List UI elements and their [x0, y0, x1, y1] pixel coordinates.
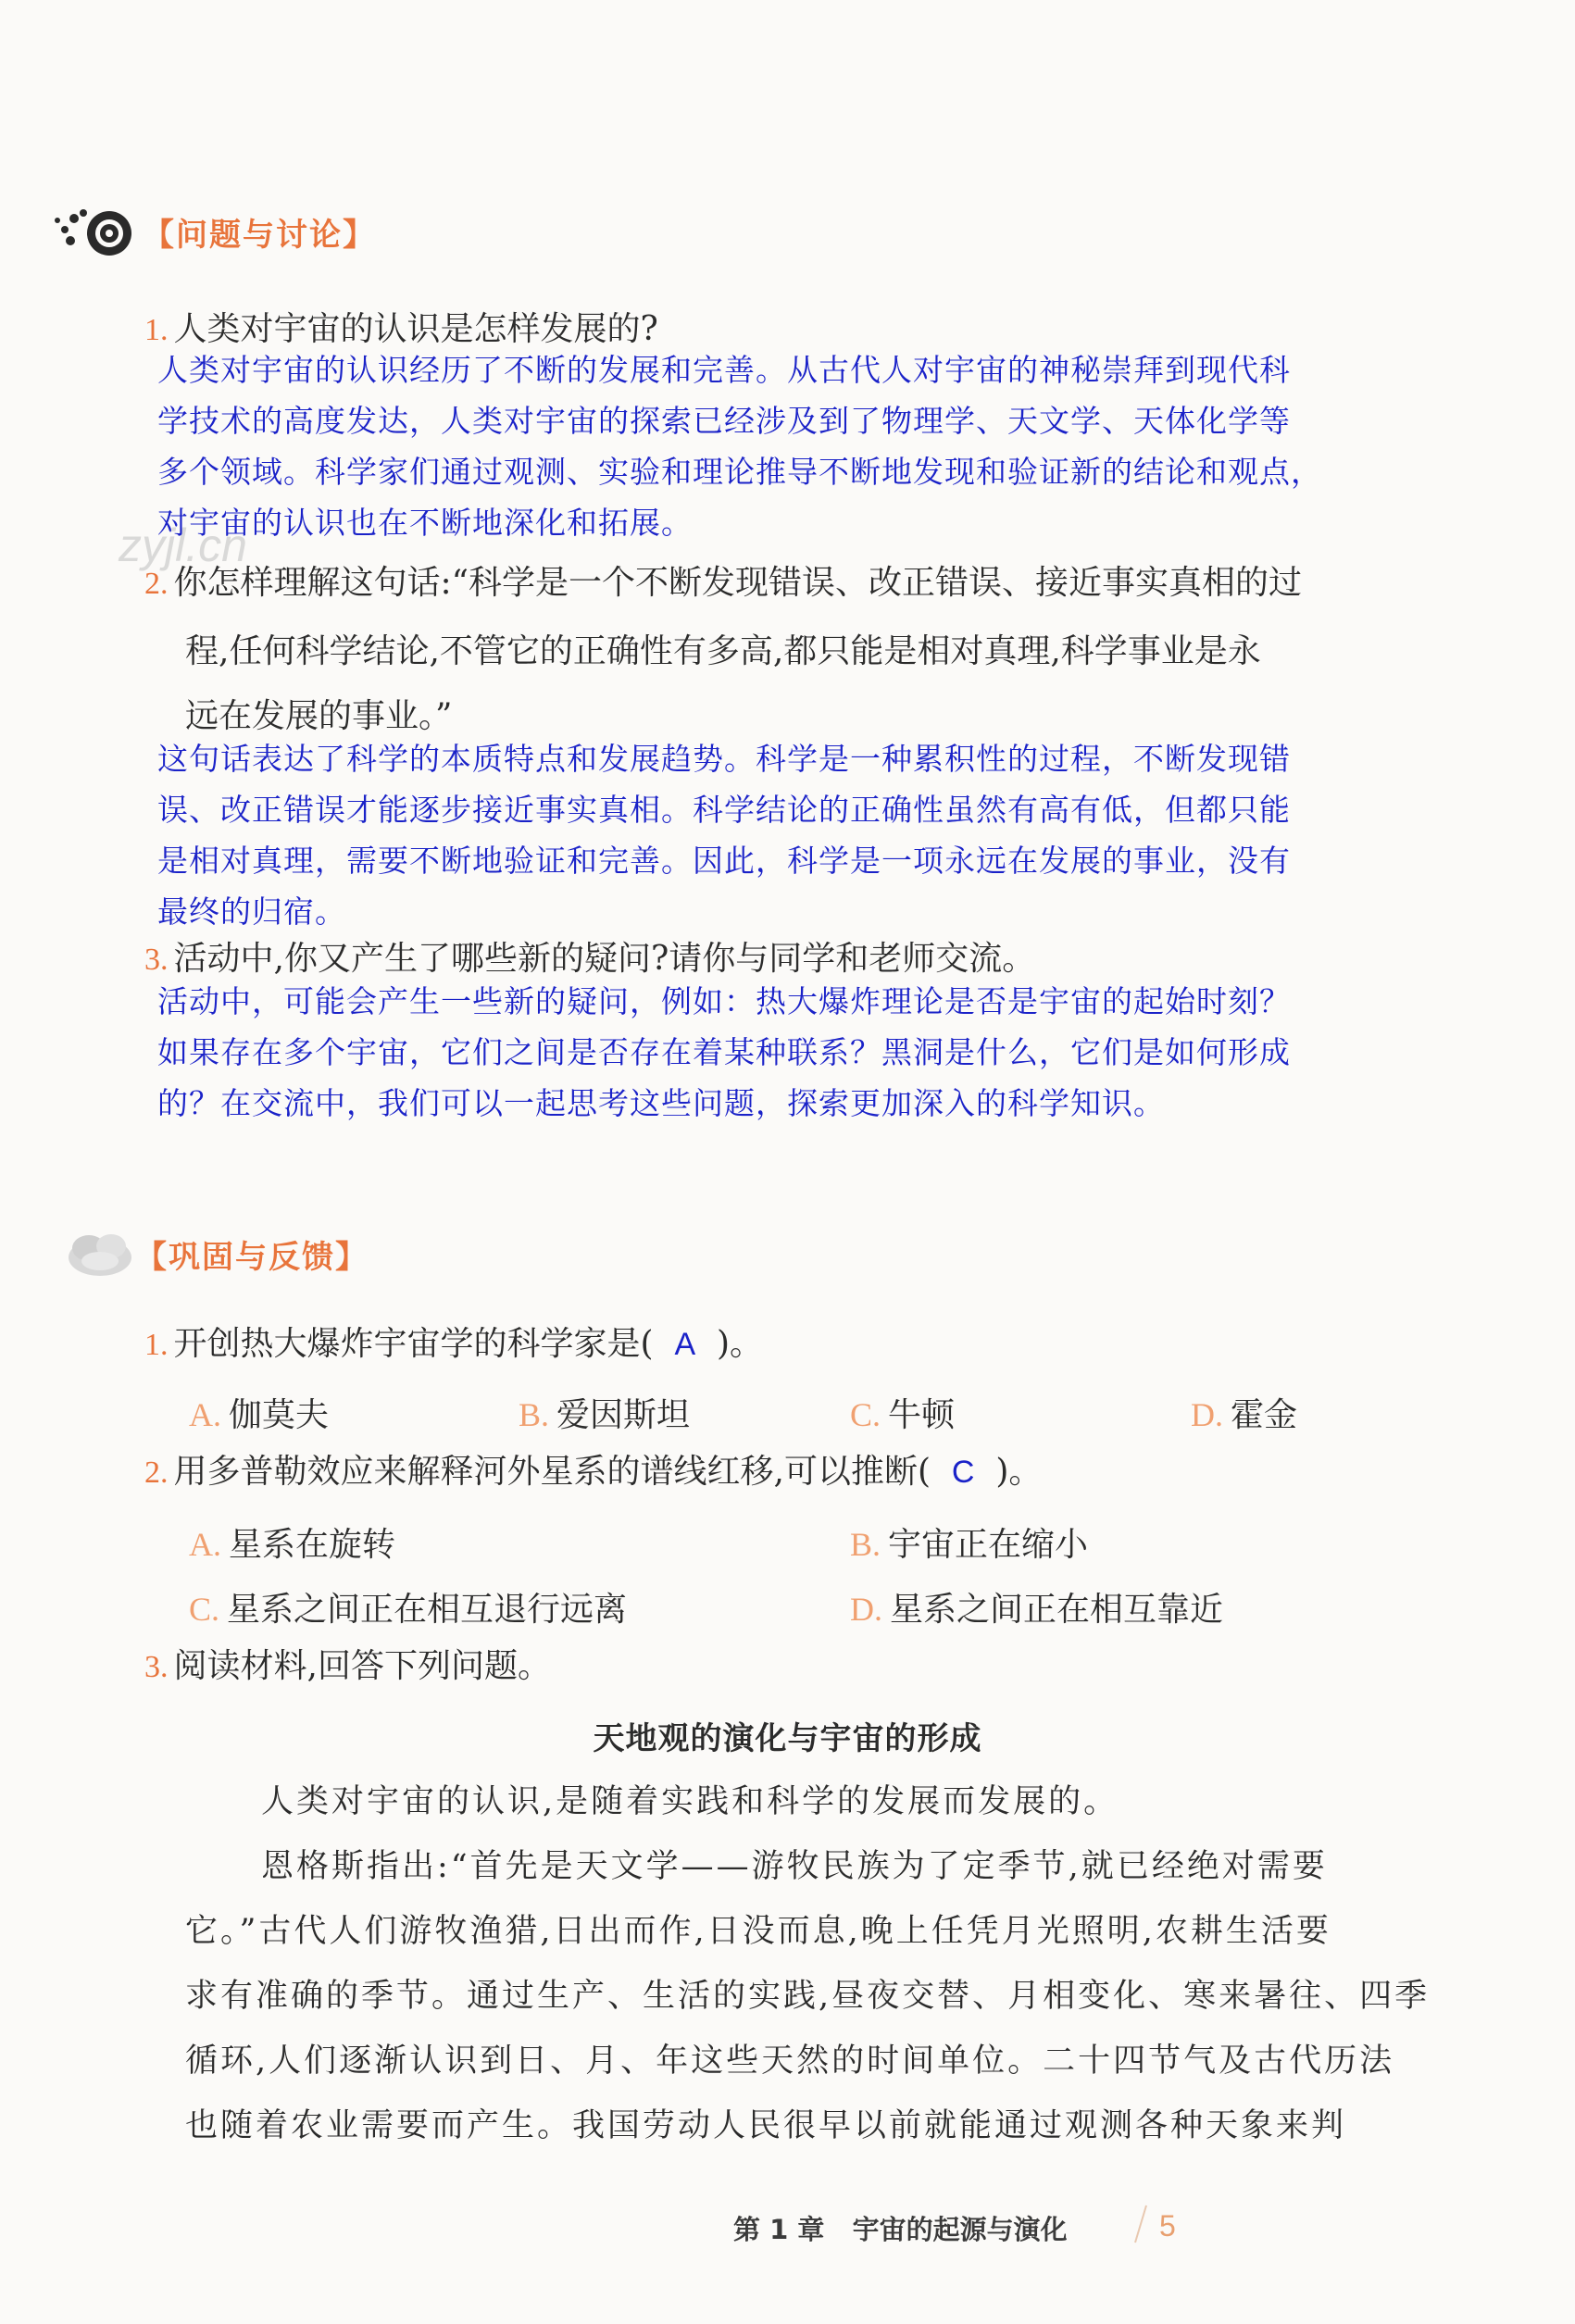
- answer-line: 误、改正错误才能逐步接近事实真相。科学结论的正确性虽然有高有低，但都只能: [157, 792, 1291, 828]
- section-title: 【巩固与反馈】: [135, 1238, 369, 1276]
- option-letter: B.: [519, 1396, 550, 1433]
- option-text: 霍金: [1231, 1396, 1298, 1434]
- chapter-title: 宇宙的起源与演化: [852, 2214, 1068, 2245]
- chapter-number: 第 1 章: [733, 2214, 825, 2245]
- answer-line: 最终的归宿。: [157, 893, 346, 930]
- option-letter: B.: [850, 1526, 881, 1563]
- option-c: [189, 1583, 627, 1631]
- section-header-review: [63, 1226, 369, 1281]
- reading-line: 求有准确的季节。通过生产、生活的实践,昼夜交替、月相变化、寒来暑往、四季: [185, 1978, 1431, 2015]
- question-2: [144, 564, 1303, 602]
- option-letter: C.: [850, 1396, 881, 1433]
- reading-line: 人类对宇宙的认识,是随着实践和科学的发展而发展的。: [261, 1783, 1119, 1820]
- film-reel-icon: [54, 206, 143, 257]
- question-number: 3.: [144, 1650, 169, 1684]
- option-d: [1191, 1389, 1297, 1436]
- option-text: 星系之间正在相互靠近: [890, 1591, 1224, 1629]
- option-b: [519, 1389, 690, 1436]
- watermark: zyjl.cn: [119, 519, 247, 571]
- option-d: [850, 1583, 1223, 1631]
- option-c: [850, 1389, 955, 1436]
- option-text: 伽莫夫: [229, 1396, 330, 1434]
- footer-divider: [1131, 2204, 1150, 2244]
- option-text: 牛顿: [888, 1396, 956, 1434]
- question-2-line-2: 程,任何科学结论,不管它的正确性有多高,都只能是相对真理,科学事业是永: [185, 632, 1261, 670]
- question-text: 活动中,你又产生了哪些新的疑问?请你与同学和老师交流。: [173, 940, 1036, 978]
- option-a: [189, 1518, 395, 1566]
- question-tail: )。: [717, 1325, 764, 1363]
- cloud-icon: [63, 1226, 135, 1281]
- mcq-1: [144, 1325, 764, 1363]
- answer-line: 对宇宙的认识也在不断地深化和拓展。: [157, 505, 693, 541]
- answer-line: 活动中，可能会产生一些新的疑问，例如：热大爆炸理论是否是宇宙的起始时刻？: [157, 983, 1291, 1019]
- question-text: 用多普勒效应来解释河外星系的谱线红移,可以推断(: [173, 1453, 931, 1491]
- question-text: 阅读材料,回答下列问题。: [173, 1647, 551, 1685]
- option-a: [189, 1389, 329, 1436]
- section-title: 【问题与讨论】: [143, 216, 376, 254]
- reading-line: 循环,人们逐渐认识到日、月、年这些天然的时间单位。二十四节气及古代历法: [185, 2043, 1395, 2080]
- answer-line: 这句话表达了科学的本质特点和发展趋势。科学是一种累积性的过程，不断发现错: [157, 741, 1291, 777]
- question-text: 你怎样理解这句话:“科学是一个不断发现错误、改正错误、接近事实真相的过: [173, 564, 1303, 602]
- question-1: [144, 310, 658, 348]
- mcq-2: [144, 1453, 1043, 1491]
- answer-line: 学技术的高度发达，人类对宇宙的探索已经涉及到了物理学、天文学、天体化学等: [157, 403, 1291, 439]
- option-text: 星系在旋转: [229, 1526, 396, 1564]
- question-number: 1.: [144, 1328, 169, 1362]
- question-3: [144, 940, 1036, 978]
- answer-1: [157, 344, 1322, 548]
- answer-2: [157, 733, 1291, 937]
- question-number: 2.: [144, 1456, 169, 1490]
- answer-3: [157, 976, 1291, 1129]
- option-b: [850, 1518, 1088, 1566]
- reading-title: 天地观的演化与宇宙的形成: [593, 1720, 982, 1757]
- option-text: 爱因斯坦: [556, 1396, 691, 1434]
- answer-line: 人类对宇宙的认识经历了不断的发展和完善。从古代人对宇宙的神秘崇拜到现代科: [157, 352, 1291, 388]
- page-footer: [733, 2209, 1068, 2247]
- reading-line: 恩格斯指出:“首先是天文学——游牧民族为了定季节,就已经绝对需要: [261, 1848, 1328, 1885]
- question-3-reading: [144, 1647, 551, 1685]
- question-text: 开创热大爆炸宇宙学的科学家是(: [173, 1325, 654, 1363]
- question-number: 1.: [144, 313, 169, 347]
- option-letter: A.: [189, 1396, 221, 1433]
- question-2-line-3: 远在发展的事业。”: [185, 697, 453, 735]
- selected-answer: A: [674, 1327, 696, 1362]
- option-letter: A.: [189, 1526, 221, 1563]
- question-text: 人类对宇宙的认识是怎样发展的?: [173, 310, 658, 348]
- option-letter: D.: [850, 1591, 882, 1628]
- option-letter: C.: [189, 1591, 220, 1628]
- answer-line: 如果存在多个宇宙，它们之间是否存在着某种联系？黑洞是什么，它们是如何形成: [157, 1034, 1291, 1070]
- answer-line: 多个领域。科学家们通过观测、实验和理论推导不断地发现和验证新的结论和观点，: [157, 454, 1322, 490]
- option-letter: D.: [1191, 1396, 1223, 1433]
- answer-line: 是相对真理，需要不断地验证和完善。因此，科学是一项永远在发展的事业，没有: [157, 843, 1291, 879]
- option-text: 星系之间正在相互退行远离: [227, 1591, 628, 1629]
- reading-line: 也随着农业需要而产生。我国劳动人民很早以前就能通过观测各种天象来判: [185, 2107, 1347, 2144]
- answer-line: 的？在交流中，我们可以一起思考这些问题，探索更加深入的科学知识。: [157, 1085, 1165, 1121]
- question-number: 3.: [144, 943, 169, 977]
- question-tail: )。: [995, 1453, 1043, 1491]
- reading-line: 它。”古代人们游牧渔猎,日出而作,日没而息,晚上任凭月光照明,农耕生活要: [185, 1913, 1331, 1950]
- page-number: 5: [1159, 2209, 1176, 2243]
- option-text: 宇宙正在缩小: [888, 1526, 1089, 1564]
- question-number: 2.: [144, 567, 169, 601]
- section-header-discussion: [54, 206, 376, 257]
- selected-answer: C: [951, 1455, 975, 1490]
